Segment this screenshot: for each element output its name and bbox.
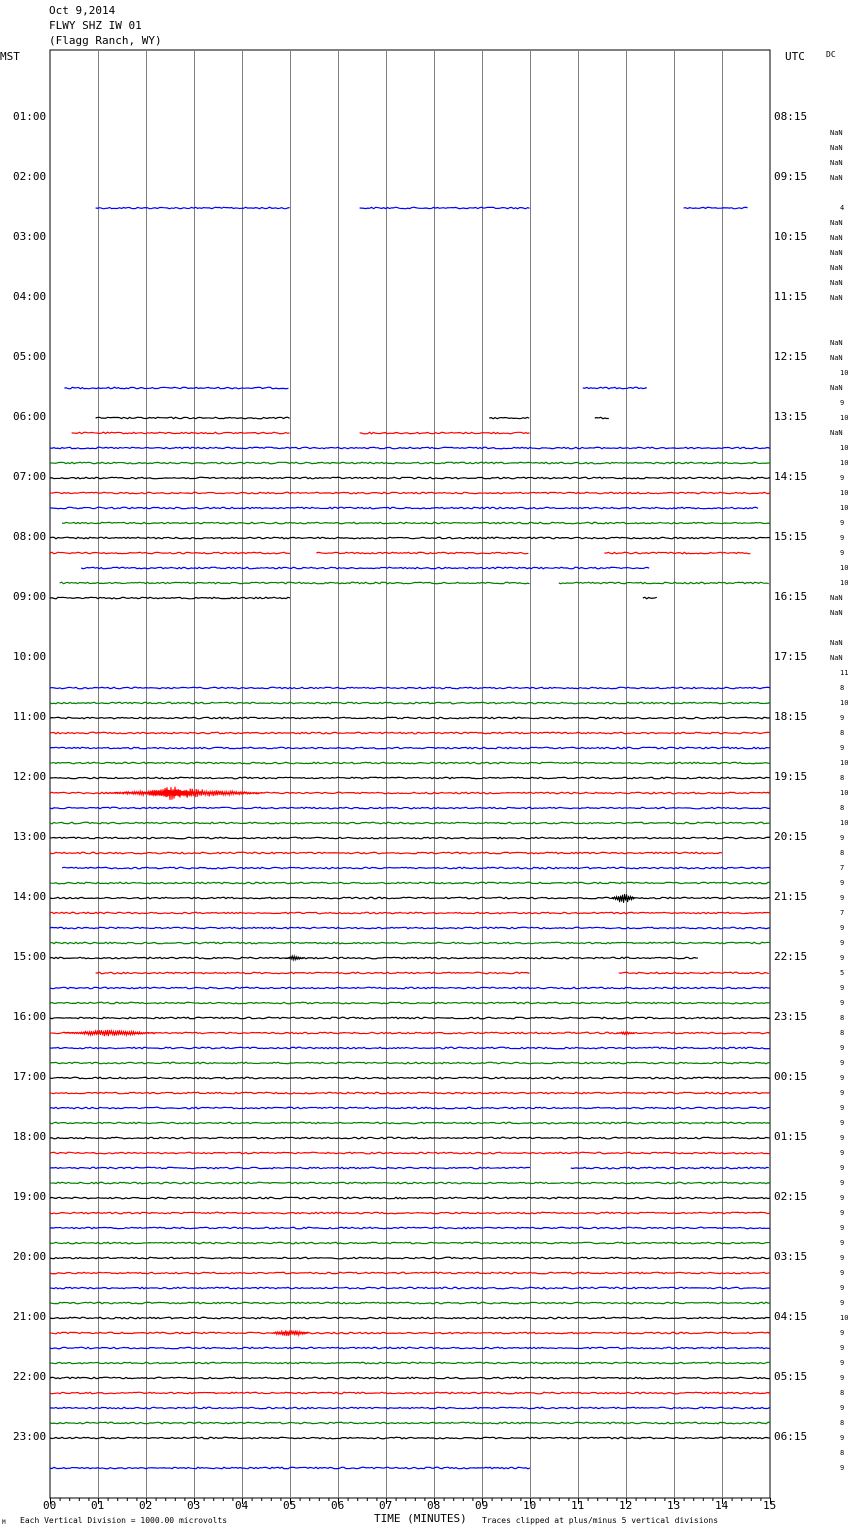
trace-segment: [50, 777, 770, 779]
utc-hour-label: 06:15: [774, 1430, 808, 1443]
dc-value: 10: [840, 819, 849, 827]
trace-segment: [684, 207, 748, 208]
dc-value: 9: [840, 534, 845, 542]
dc-value: 9: [840, 879, 845, 887]
dc-value: 8: [840, 1449, 845, 1457]
dc-value: 9: [840, 714, 845, 722]
trace-segment: [50, 1347, 770, 1349]
trace-segment: [559, 582, 769, 584]
mst-hour-label: 09:00: [13, 590, 47, 603]
x-tick-label: 15: [763, 1499, 777, 1512]
utc-hour-label: 05:15: [774, 1370, 808, 1383]
dc-value: 10: [840, 789, 849, 797]
chart-date: Oct 9,2014: [49, 4, 116, 17]
dc-value: 9: [840, 1149, 845, 1157]
mst-hour-label: 20:00: [13, 1250, 47, 1263]
dc-value: 9: [840, 744, 845, 752]
dc-value: NaN: [830, 639, 843, 647]
trace-segment: [50, 882, 770, 884]
trace-segment: [50, 822, 770, 824]
mst-hour-label: 16:00: [13, 1010, 47, 1023]
seismic-event: [285, 956, 304, 960]
dc-value: 9: [840, 1164, 845, 1172]
dc-value: 8: [840, 729, 845, 737]
dc-value: NaN: [830, 264, 843, 272]
dc-value: NaN: [830, 159, 843, 167]
utc-hour-label: 02:15: [774, 1190, 808, 1203]
x-tick-label: 11: [571, 1499, 585, 1512]
seismic-event: [612, 894, 636, 903]
trace-segment: [360, 432, 530, 434]
trace-segment: [50, 1197, 770, 1199]
dc-value: 10: [840, 369, 849, 377]
dc-value: 9: [840, 1404, 845, 1412]
dc-value: 9: [840, 834, 845, 842]
dc-value: 10: [840, 459, 849, 467]
trace-segment: [50, 927, 770, 929]
trace-segment: [50, 1212, 770, 1214]
trace-segment: [50, 837, 770, 839]
dc-value: 9: [840, 1194, 845, 1202]
dc-value: 9: [840, 1089, 845, 1097]
dc-value: 8: [840, 1029, 845, 1037]
utc-hour-label: 15:15: [774, 530, 808, 543]
dc-value: 9: [840, 1344, 845, 1352]
mst-hour-label: 18:00: [13, 1130, 47, 1143]
corner-mark: M: [2, 1519, 6, 1526]
dc-value: 10: [840, 579, 849, 587]
dc-value: 9: [840, 984, 845, 992]
dc-value: 9: [840, 999, 845, 1007]
trace-segment: [50, 552, 290, 554]
trace-segment: [50, 747, 770, 749]
dc-value: NaN: [830, 384, 843, 392]
trace-segment: [50, 1002, 770, 1004]
dc-value: 10: [840, 759, 849, 767]
plot-frame: [50, 50, 770, 1498]
trace-segment: [50, 1107, 770, 1109]
utc-hour-label: 04:15: [774, 1310, 808, 1323]
dc-value: 10: [840, 564, 849, 572]
trace-segment: [50, 1362, 770, 1364]
trace-segment: [50, 1287, 770, 1289]
trace-segment: [50, 1437, 770, 1439]
dc-value: 9: [840, 1104, 845, 1112]
mst-hour-label: 14:00: [13, 890, 47, 903]
trace-segment: [50, 477, 770, 479]
mst-hour-label: 17:00: [13, 1070, 47, 1083]
utc-hour-label: 13:15: [774, 410, 808, 423]
utc-hour-label: 17:15: [774, 650, 808, 663]
mst-hour-label: 08:00: [13, 530, 47, 543]
dc-value: 9: [840, 1374, 845, 1382]
dc-value: 8: [840, 1389, 845, 1397]
mst-hour-label: 03:00: [13, 230, 47, 243]
mst-hour-label: 10:00: [13, 650, 47, 663]
utc-hour-label: 10:15: [774, 230, 808, 243]
dc-value: 9: [840, 939, 845, 947]
mst-hour-label: 05:00: [13, 350, 47, 363]
trace-segment: [583, 387, 647, 389]
dc-value: 8: [840, 804, 845, 812]
dc-value: 9: [840, 1119, 845, 1127]
utc-hour-label: 19:15: [774, 770, 808, 783]
utc-hour-label: 20:15: [774, 830, 808, 843]
dc-value: 9: [840, 1044, 845, 1052]
trace-segment: [50, 687, 770, 689]
utc-hour-label: 16:15: [774, 590, 808, 603]
dc-value: 9: [840, 1329, 845, 1337]
trace-segment: [50, 1422, 770, 1424]
trace-segment: [50, 1377, 770, 1379]
dc-value: 9: [840, 1299, 845, 1307]
dc-value: 9: [840, 399, 845, 407]
dc-value: 8: [840, 849, 845, 857]
dc-value: NaN: [830, 594, 843, 602]
utc-hour-label: 14:15: [774, 470, 808, 483]
dc-value: 9: [840, 1239, 845, 1247]
mst-hour-label: 15:00: [13, 950, 47, 963]
dc-value: 7: [840, 864, 845, 872]
dc-value: 10: [840, 414, 849, 422]
trace-segment: [50, 702, 770, 704]
trace-segment: [50, 957, 698, 959]
trace-segment: [50, 1227, 770, 1229]
trace-segment: [50, 732, 770, 734]
dc-value: NaN: [830, 219, 843, 227]
dc-value: 10: [840, 504, 849, 512]
utc-hour-label: 23:15: [774, 1010, 808, 1023]
x-tick-label: 03: [187, 1499, 201, 1512]
trace-segment: [643, 597, 657, 598]
trace-segment: [50, 1302, 770, 1304]
trace-segment: [50, 762, 770, 764]
dc-value: 9: [840, 1209, 845, 1217]
mst-hour-label: 21:00: [13, 1310, 47, 1323]
trace-segment: [50, 507, 758, 509]
dc-value: 8: [840, 774, 845, 782]
dc-value: 10: [840, 699, 849, 707]
trace-segment: [50, 1092, 770, 1094]
mst-hour-label: 19:00: [13, 1190, 47, 1203]
trace-segment: [50, 597, 290, 599]
dc-value: NaN: [830, 234, 843, 242]
seismic-event: [271, 1330, 309, 1336]
dc-value: 4: [840, 204, 845, 212]
dc-value: 9: [840, 1254, 845, 1262]
utc-hour-label: 09:15: [774, 170, 808, 183]
trace-segment: [62, 522, 770, 524]
seismic-event: [64, 1030, 155, 1036]
trace-segment: [50, 807, 770, 809]
dc-value: 8: [840, 1419, 845, 1427]
mst-hour-label: 02:00: [13, 170, 47, 183]
mst-hour-label: 01:00: [13, 110, 47, 123]
mst-hour-label: 23:00: [13, 1430, 47, 1443]
trace-segment: [50, 1242, 770, 1244]
dc-value: NaN: [830, 174, 843, 182]
x-tick-label: 08: [427, 1499, 441, 1512]
dc-value: 9: [840, 1134, 845, 1142]
scale-note: Each Vertical Division = 1000.00 microvolts: [20, 1516, 228, 1525]
trace-segment: [50, 1122, 770, 1124]
trace-segment: [50, 1182, 770, 1184]
trace-segment: [50, 1317, 770, 1319]
dc-value: NaN: [830, 144, 843, 152]
x-axis-title: TIME (MINUTES): [374, 1512, 467, 1525]
dc-value: 9: [840, 1179, 845, 1187]
trace-segment: [595, 417, 609, 418]
trace-segment: [50, 1062, 770, 1064]
trace-segment: [50, 942, 770, 944]
mst-hour-label: 06:00: [13, 410, 47, 423]
mst-hour-label: 22:00: [13, 1370, 47, 1383]
dc-value: 9: [840, 1434, 845, 1442]
x-tick-label: 00: [43, 1499, 57, 1512]
trace-segment: [50, 1017, 770, 1019]
utc-hour-label: 12:15: [774, 350, 808, 363]
trace-segment: [96, 417, 290, 419]
x-tick-label: 06: [331, 1499, 345, 1512]
trace-segment: [50, 1077, 770, 1079]
dc-value: 11: [840, 669, 849, 677]
trace-segment: [50, 1392, 770, 1394]
trace-segment: [50, 897, 770, 899]
trace-segment: [50, 1257, 770, 1259]
dc-value: 9: [840, 1464, 845, 1472]
dc-value: 10: [840, 444, 849, 452]
dc-value: 9: [840, 519, 845, 527]
dc-value: 9: [840, 1284, 845, 1292]
dc-value: NaN: [830, 129, 843, 137]
dc-value: 9: [840, 1074, 845, 1082]
utc-hour-label: 03:15: [774, 1250, 808, 1263]
dc-value: NaN: [830, 249, 843, 257]
dc-value: NaN: [830, 339, 843, 347]
trace-segment: [60, 582, 530, 584]
trace-segment: [50, 987, 770, 989]
trace-segment: [50, 1047, 770, 1049]
station-location: (Flagg Ranch, WY): [49, 34, 162, 47]
trace-segment: [50, 537, 770, 539]
x-tick-label: 05: [283, 1499, 297, 1512]
dc-value: 5: [840, 969, 845, 977]
x-tick-label: 07: [379, 1499, 393, 1512]
dc-value: 9: [840, 894, 845, 902]
mst-hour-label: 07:00: [13, 470, 47, 483]
trace-segment: [50, 462, 770, 464]
trace-segment: [62, 867, 770, 869]
dc-value: 9: [840, 924, 845, 932]
trace-segment: [316, 552, 528, 554]
x-tick-label: 04: [235, 1499, 249, 1512]
left-timezone-label: MST: [0, 50, 20, 63]
mst-hour-label: 13:00: [13, 830, 47, 843]
dc-value: 8: [840, 1014, 845, 1022]
trace-segment: [96, 207, 290, 209]
clip-note: Traces clipped at plus/minus 5 vertical divisions: [482, 1516, 719, 1525]
x-tick-label: 02: [139, 1499, 153, 1512]
right-timezone-label: UTC: [785, 50, 805, 63]
utc-hour-label: 22:15: [774, 950, 808, 963]
x-tick-label: 09: [475, 1499, 489, 1512]
x-tick-label: 14: [715, 1499, 729, 1512]
trace-segment: [571, 1167, 769, 1169]
dc-column-label: DC: [826, 50, 836, 59]
trace-segment: [96, 972, 530, 974]
dc-value: 9: [840, 1059, 845, 1067]
trace-segment: [619, 972, 769, 974]
dc-value: 9: [840, 954, 845, 962]
dc-value: NaN: [830, 354, 843, 362]
trace-segment: [50, 447, 770, 449]
utc-hour-label: 11:15: [774, 290, 808, 303]
trace-segment: [50, 912, 770, 914]
dc-value: NaN: [830, 294, 843, 302]
dc-value: 9: [840, 549, 845, 557]
x-tick-label: 10: [523, 1499, 537, 1512]
trace-segment: [489, 417, 529, 418]
trace-segment: [72, 432, 290, 434]
trace-segment: [50, 1152, 770, 1154]
trace-segment: [50, 492, 770, 494]
trace-segment: [360, 207, 530, 209]
trace-segment: [81, 567, 649, 569]
mst-hour-label: 11:00: [13, 710, 47, 723]
mst-hour-label: 12:00: [13, 770, 47, 783]
dc-value: NaN: [830, 609, 843, 617]
trace-segment: [50, 1407, 770, 1409]
utc-hour-label: 00:15: [774, 1070, 808, 1083]
mst-hour-label: 04:00: [13, 290, 47, 303]
utc-hour-label: 18:15: [774, 710, 808, 723]
station-code: FLWY SHZ IW 01: [49, 19, 142, 32]
utc-hour-label: 01:15: [774, 1130, 808, 1143]
dc-value: 9: [840, 474, 845, 482]
dc-value: 9: [840, 1359, 845, 1367]
trace-segment: [50, 1332, 770, 1334]
trace-segment: [50, 717, 770, 719]
x-tick-label: 01: [91, 1499, 105, 1512]
dc-value: NaN: [830, 429, 843, 437]
dc-value: 9: [840, 1224, 845, 1232]
dc-value: 9: [840, 1269, 845, 1277]
utc-hour-label: 08:15: [774, 110, 808, 123]
dc-value: NaN: [830, 654, 843, 662]
dc-value: 10: [840, 489, 849, 497]
dc-value: 7: [840, 909, 845, 917]
x-tick-label: 13: [667, 1499, 681, 1512]
trace-segment: [50, 1137, 770, 1139]
trace-segment: [50, 1272, 770, 1274]
dc-value: 10: [840, 1314, 849, 1322]
utc-hour-label: 21:15: [774, 890, 808, 903]
x-tick-label: 12: [619, 1499, 633, 1512]
dc-value: NaN: [830, 279, 843, 287]
trace-segment: [50, 1032, 770, 1034]
dc-value: 8: [840, 684, 845, 692]
